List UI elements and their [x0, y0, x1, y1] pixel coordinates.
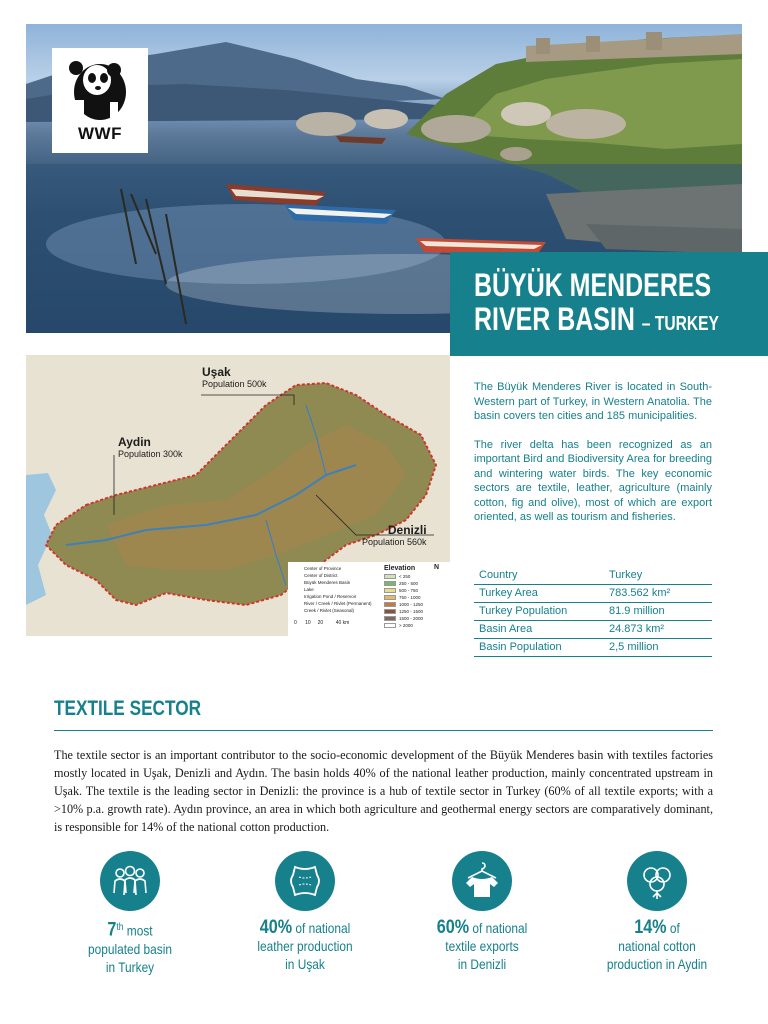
title-main: RIVER BASIN — [474, 301, 635, 337]
elevation-swatch — [384, 602, 396, 607]
elevation-range: 1000 - 1250 — [399, 602, 424, 607]
legend-elevation-title: Elevation — [384, 565, 416, 572]
fact-value: Turkey — [604, 566, 712, 584]
legend-item: Center of Province — [304, 566, 342, 571]
table-row — [474, 602, 712, 620]
table-row — [474, 620, 712, 638]
map-legend — [288, 562, 450, 636]
elevation-range: 1250 - 1500 — [399, 609, 424, 614]
elevation-swatch — [384, 609, 396, 614]
title-suffix: – TURKEY — [641, 313, 719, 335]
elevation-swatch — [384, 588, 396, 593]
city-name: Uşak — [202, 365, 231, 379]
basin-map — [26, 355, 450, 636]
elevation-range: < 250 — [399, 574, 411, 579]
clothing-hanger-icon — [452, 851, 512, 911]
elevation-swatch — [384, 574, 396, 579]
intro-paragraph-2: The river delta has been recognized as an important Bird and Biodiversity Area for breeding and wintering water birds. The key economic sectors are textile, leather, agriculture (mainly cotton, fig and olive), most of which are export oriented, as well as tourism and fisheries. — [474, 438, 712, 523]
intro-paragraph-1: The Büyük Menderes River is located in South-Western part of Turkey, in Western Anatolia. The basin covers ten cities and 185 municipalities. — [474, 381, 712, 422]
fact-label: Basin Population — [474, 638, 604, 656]
stat-line: populated basin — [87, 940, 173, 957]
fact-label: Country — [474, 566, 604, 584]
elevation-range: 250 - 500 — [399, 581, 419, 586]
title-line-2 — [474, 301, 719, 341]
stat-line: national cotton — [618, 938, 696, 954]
stat-value: 7 — [107, 919, 117, 941]
map-scale — [294, 620, 349, 626]
stat-line: in Denizli — [457, 956, 507, 972]
elevation-swatch — [384, 623, 396, 628]
stat-value: 14% — [634, 917, 667, 938]
logo-text: WWF — [78, 124, 122, 143]
city-name: Aydin — [118, 435, 151, 449]
stat-block — [230, 851, 380, 973]
stat-text — [593, 919, 721, 973]
stat-block — [407, 851, 557, 973]
stat-text — [418, 919, 546, 973]
city-name: Denizli — [387, 523, 427, 537]
section-body: The textile sector is an important contributor to the socio-economic development of the Büyük Menderes basin with textiles factories mostly located in Uşak, Denizli and Aydın. The basin holds 40% of the national leather production, mainly concentrated upstream in Uşak. The textile is the leading sector in Denizli: the province is a hub of textile sector in Turkey (60% of all textile exports; with a >10% p.a. growth rate). Aydın province, an area in which both agriculture and geothermal energy sectors are comparatively dominant, is responsible for 14% of the national cotton production. — [54, 748, 713, 834]
facts-table — [474, 566, 712, 657]
stat-block — [55, 851, 205, 976]
stat-line: textile exports — [445, 938, 519, 954]
scale-tick: 40 — [335, 620, 342, 626]
map-label-usak — [202, 365, 267, 389]
fact-label: Turkey Area — [474, 584, 604, 602]
stat-value: 60% — [436, 917, 470, 938]
stat-rest: most — [123, 922, 153, 939]
compass-icon: N — [434, 564, 440, 571]
table-row — [474, 584, 712, 602]
stat-text — [241, 919, 369, 973]
elevation-range: 750 - 1000 — [399, 595, 421, 600]
elevation-swatch — [384, 581, 396, 586]
legend-item: Center of District — [304, 573, 338, 578]
scale-tick: 20 — [317, 620, 324, 626]
city-population: Population 560k — [362, 537, 427, 547]
stat-value: 40% — [259, 917, 293, 938]
scale-tick: 0 — [294, 620, 297, 626]
stat-line: in Turkey — [105, 958, 155, 975]
fact-value: 2,5 million — [604, 638, 712, 656]
map-label-denizli — [362, 523, 427, 547]
title-block — [450, 252, 768, 356]
scale-tick: 10 — [305, 620, 311, 626]
cotton-icon — [627, 851, 687, 911]
city-population: Population 500k — [202, 379, 267, 389]
legend-item: Irrigation Pond / Reservoir — [304, 594, 357, 599]
table-row — [474, 566, 712, 584]
elevation-swatch — [384, 616, 396, 621]
fact-label: Basin Area — [474, 620, 604, 638]
stat-line: leather production — [257, 938, 353, 954]
legend-item: River / Creek / Rivlet (Permanent) — [304, 601, 372, 606]
city-population: Population 300k — [118, 449, 183, 459]
section-heading: TEXTILE SECTOR — [54, 697, 202, 720]
elevation-swatch — [384, 595, 396, 600]
stat-text — [66, 919, 194, 976]
legend-item: Büyük Menderes Basin — [304, 580, 351, 585]
stat-rest: of national — [469, 920, 528, 936]
elevation-range: > 2000 — [399, 623, 413, 628]
fact-value: 783.562 km² — [604, 584, 712, 602]
stat-rest: of national — [292, 920, 351, 936]
fact-value: 24.873 km² — [604, 620, 712, 638]
elevation-range: 1500 - 2000 — [399, 616, 424, 621]
stat-sup: th — [116, 922, 124, 933]
elevation-range: 500 - 750 — [399, 588, 419, 593]
fact-label: Turkey Population — [474, 602, 604, 620]
map-label-aydin — [118, 435, 183, 459]
leather-hide-icon — [275, 851, 335, 911]
wwf-logo — [52, 48, 148, 153]
panda-icon — [52, 48, 148, 128]
stat-block — [582, 851, 732, 973]
stat-rest: of — [666, 920, 680, 936]
scale-unit: km — [342, 620, 350, 626]
people-icon — [100, 851, 160, 911]
legend-item: Lake — [304, 587, 314, 592]
legend-item: Creek / Rivlet (Seasonal) — [304, 608, 355, 613]
stat-line: production in Aydin — [606, 956, 708, 972]
stat-line: in Uşak — [285, 956, 325, 972]
fact-value: 81.9 million — [604, 602, 712, 620]
section-divider — [54, 730, 713, 731]
title-line-1: BÜYÜK MENDERES — [474, 267, 712, 303]
table-row — [474, 638, 712, 656]
intro-text — [474, 380, 712, 539]
